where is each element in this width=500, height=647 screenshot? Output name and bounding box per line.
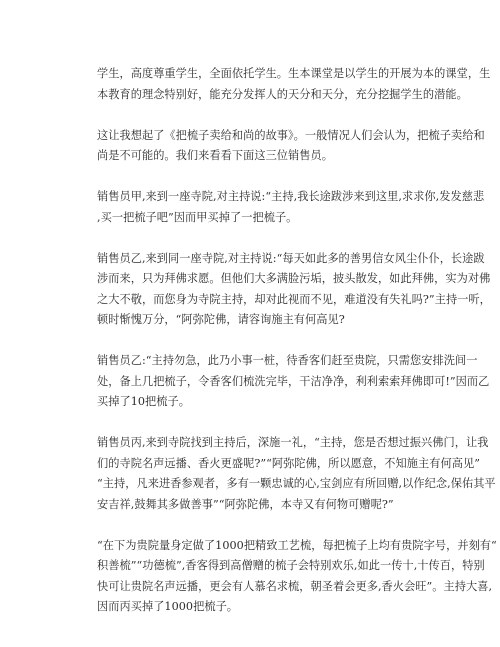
text-line: 销售员丙,来到寺院找到主持后，深施一礼，“主持，您是否想过振兴佛门，让我 [97, 436, 489, 449]
text-line: 本教育的理念特别好，能充分发挥人的天分和天分，充分挖掘学生的潜能。 [97, 87, 468, 101]
paragraph [97, 64, 491, 105]
paragraph [97, 187, 485, 228]
text-line: 买掉了10把梳子。 [97, 395, 190, 408]
paragraph [97, 351, 490, 413]
text-line: “主持，凡来进香参观者，多有一颗忠诚的心,宝剑应有所回赠,以作纪念,保佑其平 [97, 477, 496, 490]
text-line: 学生，高度尊重学生，全面依托学生。生本课堂是以学生的开展为本的课堂，生 [97, 67, 491, 80]
text-line: 涉而来，只为拜佛求愿。但他们大多满脸污垢，披头散发，如此拜佛，实为对佛 [97, 272, 491, 285]
paragraph [97, 536, 497, 618]
text-line: 顿时惭愧万分，“阿弥陀佛，请容询施主有何高见? [97, 313, 345, 326]
text-line: 因而丙买掉了1000把梳子。 [97, 600, 239, 613]
text-line: 安吉祥,鼓舞其多做善事”“阿弥陀佛，本寺又有何物可赠呢?” [97, 497, 394, 511]
text-line: 销售员乙:“主持勿急，此乃小事一桩，待香客们赶至贵院，只需您安排洗间一 [97, 354, 478, 367]
text-line: 销售员甲,来到一座寺院,对主持说:“主持,我长途跋涉来到这里,求求你,发发慈悲 [97, 190, 485, 203]
text-line: 积善梳”“功德梳”,香客得到高僧赠的梳子会特别欢乐,如此一传十,十传百，特别 [97, 559, 485, 572]
text-line: ,买一把梳子吧”因而甲买掉了一把梳子。 [97, 210, 298, 224]
document-body [97, 64, 497, 638]
text-line: 们的寺院名声远播、香火更盛呢?”“阿弥陀佛，所以愿意，不知施主有何高见” [97, 456, 480, 470]
text-line: 之大不敬，而您身为寺院主持，却对此视而不见，难道没有失礼吗?”主持一听， [97, 292, 491, 306]
text-line: 处，备上几把梳子，令香客们梳洗完毕，干洁净净，利利索索拜佛即可!”因而乙 [97, 374, 490, 388]
text-line: “在下为贵院量身定做了1000把精致工艺梳，每把梳子上均有贵院字号，并刻有“ [97, 538, 497, 552]
paragraph [97, 249, 491, 331]
text-line: 尚是不可能的。我们来看看下面这三位销售员。 [97, 149, 333, 162]
text-line: 销售员乙,来到同一座寺院,对主持说:“每天如此多的善男信女风尘仆仆，长途跋 [97, 251, 485, 265]
text-line: 快可让贵院名声远播，更会有人慕名求梳，朝圣着会更多,香火会旺”。主持大喜, [97, 579, 493, 593]
text-line: 这让我想起了《把梳子卖给和尚的故事》。一般情况人们会认为，把梳子卖给和 [97, 128, 485, 142]
paragraph [97, 433, 496, 515]
paragraph [97, 126, 485, 167]
